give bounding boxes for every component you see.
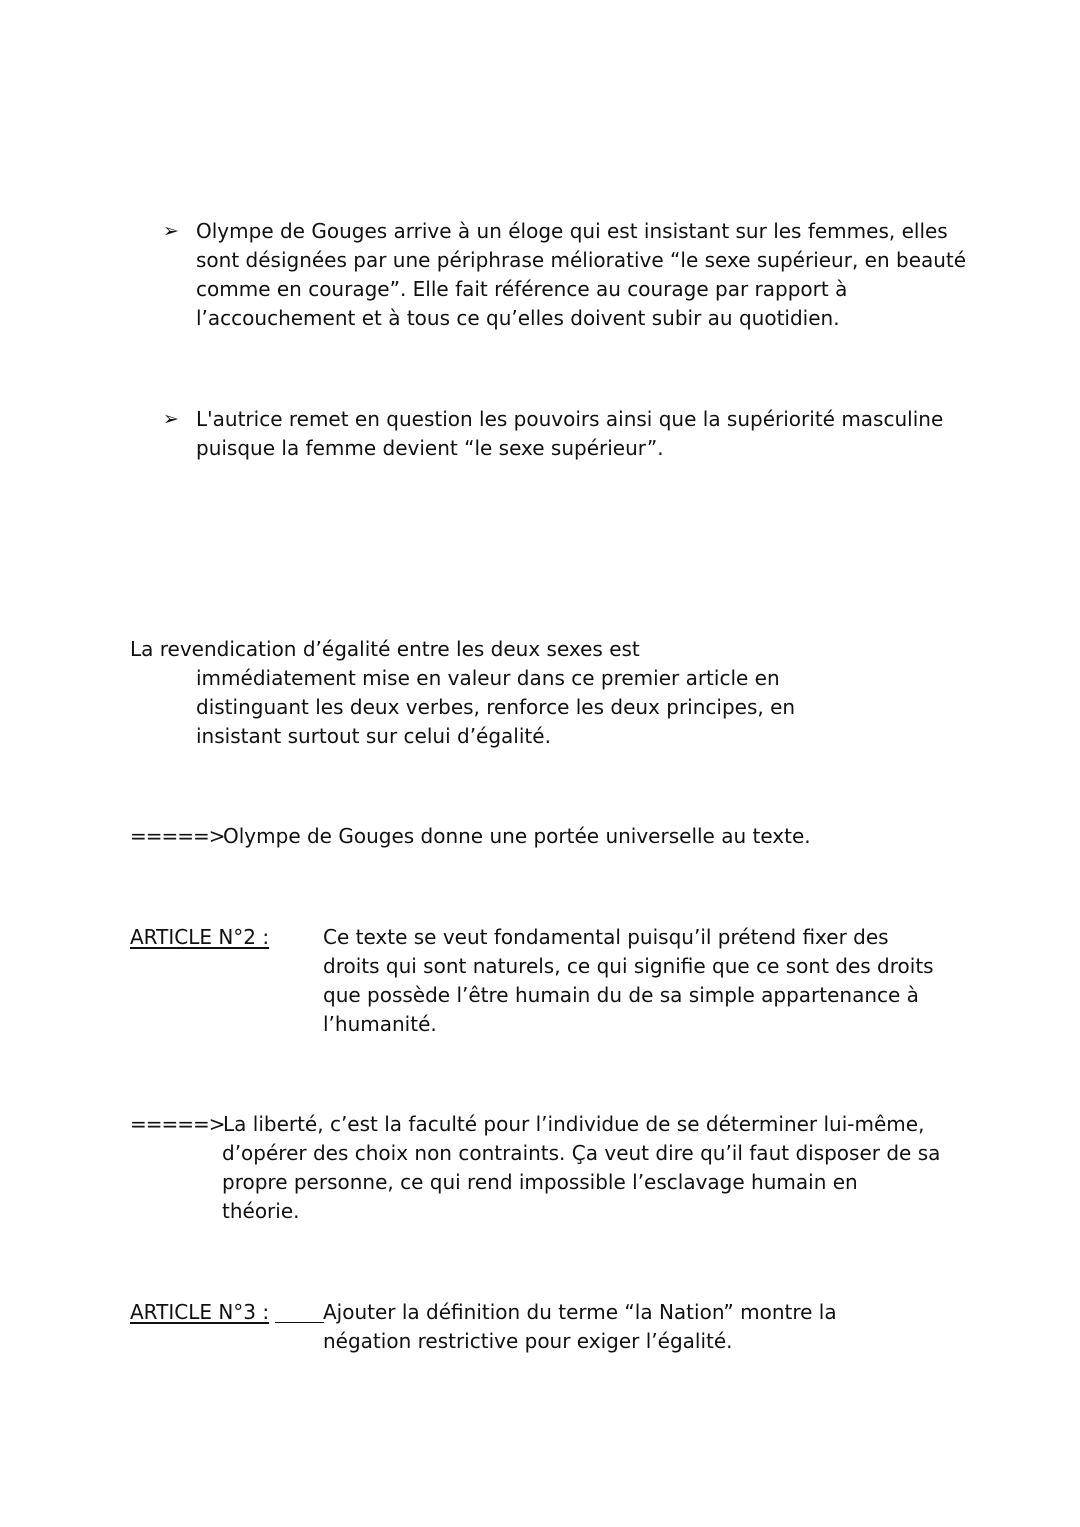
text-line: insistant surtout sur celui d’égalité. xyxy=(196,724,551,748)
arrow-marker: =====> xyxy=(130,1112,225,1136)
text-line: théorie. xyxy=(222,1199,300,1223)
arrow-2-paragraph xyxy=(222,1139,940,1226)
article-2-text xyxy=(323,923,934,1039)
text-line: droits qui sont naturels, ce qui signifie que ce sont des droits xyxy=(323,954,934,978)
text-line: distinguant les deux verbes, renforce les deux principes, en xyxy=(196,695,796,719)
bullet-item-1 xyxy=(196,217,967,333)
text-line: l’humanité. xyxy=(323,1012,437,1036)
text-line: L'autrice remet en question les pouvoirs ainsi que la supériorité masculine xyxy=(196,407,944,431)
text-line: Ajouter la définition du terme “la Nation” montre la xyxy=(323,1300,837,1324)
text-line: puisque la femme devient “le sexe supérieur”. xyxy=(196,436,664,460)
text-line: immédiatement mise en valeur dans ce premier article en xyxy=(196,666,780,690)
text-line: d’opérer des choix non contraints. Ça veut dire qu’il faut disposer de sa xyxy=(222,1141,941,1165)
bullet-item-2 xyxy=(196,405,956,463)
text-line: sont désignées par une périphrase méliorative “le sexe supérieur, en beauté xyxy=(196,248,967,272)
article-3-text xyxy=(323,1298,837,1356)
revendication-paragraph xyxy=(196,664,795,751)
article-3-label: ARTICLE N°3 : xyxy=(130,1300,270,1324)
revendication-first-line: La revendication d’égalité entre les deux sexes est xyxy=(130,637,640,661)
bullet-arrow-icon: ➢ xyxy=(163,408,179,430)
text-line: comme en courage”. Elle fait référence au courage par rapport à xyxy=(196,277,848,301)
bullet-arrow-icon: ➢ xyxy=(163,220,179,242)
arrow-marker: =====> xyxy=(130,824,225,848)
underline-gap xyxy=(275,1322,324,1323)
text-line: Olympe de Gouges arrive à un éloge qui est insistant sur les femmes, elles xyxy=(196,219,948,243)
article-2-label: ARTICLE N°2 : xyxy=(130,925,270,949)
arrow-1-text: Olympe de Gouges donne une portée universelle au texte. xyxy=(223,824,811,848)
arrow-2-first-line: La liberté, c’est la faculté pour l’individue de se déterminer lui-même, xyxy=(223,1112,925,1136)
text-line: que possède l’être humain du de sa simple appartenance à xyxy=(323,983,919,1007)
text-line: propre personne, ce qui rend impossible l’esclavage humain en xyxy=(222,1170,858,1194)
text-line: Ce texte se veut fondamental puisqu’il prétend fixer des xyxy=(323,925,889,949)
text-line: l’accouchement et à tous ce qu’elles doivent subir au quotidien. xyxy=(196,306,840,330)
text-line: négation restrictive pour exiger l’égalité. xyxy=(323,1329,733,1353)
